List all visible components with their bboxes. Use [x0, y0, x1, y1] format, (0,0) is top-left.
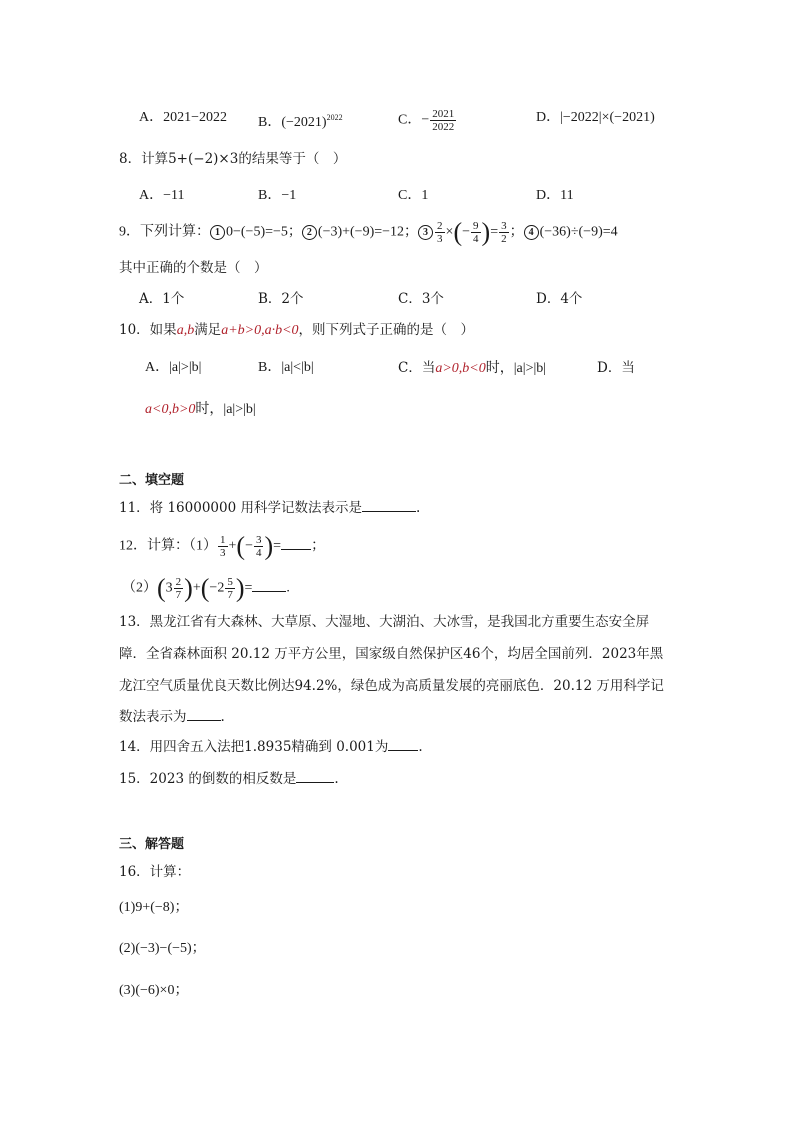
q12-f1-den: 3 — [220, 547, 226, 559]
q9-option-d: D．4个 — [536, 291, 583, 307]
q10-c-condition: a>0,b<0 — [435, 361, 486, 376]
q12-lead: 12．计算：（1） — [119, 538, 217, 554]
q9-fraction-a — [435, 220, 445, 245]
q15 — [119, 769, 339, 789]
q9-fb-den: 4 — [473, 233, 479, 245]
q7-option-c-label: C．− — [398, 112, 430, 128]
q12-m2-int: −2 — [209, 580, 225, 596]
q12-fraction-1 — [218, 534, 228, 559]
q10-option-c — [398, 358, 546, 379]
q7-option-c — [398, 108, 457, 133]
q7-c-numerator: 2021 — [432, 108, 455, 120]
q9-expr-2: (−3)+(−9)=−12； — [317, 224, 419, 240]
q10-mid: 满足 — [194, 322, 222, 338]
q9-eq: = — [490, 224, 499, 240]
answer-blank[interactable] — [252, 591, 286, 592]
q9-fb-num: 9 — [473, 220, 479, 232]
circled-number-icon: 2 — [302, 225, 317, 240]
q9-lead: 9．下列计算： — [119, 224, 210, 240]
q9-fc-num: 3 — [501, 220, 507, 232]
q12-plus-2: + — [192, 580, 201, 596]
q12-f2-num: 3 — [255, 534, 262, 546]
q10-condition: a+b>0,a·b<0 — [221, 323, 299, 338]
q14-text: 14．用四舍五入法把1.8935精确到 0.001为 — [119, 739, 389, 755]
q9-stem: 9．下列计算： 1 0−(−5)=−5； 2 (−3)+(−9)=−12； 3 $\frac{2}{3}$ ×(− $\frac{9}{4}$ )= $\frac{3}{2}$ ； 4 (−36)÷(−9)=4 — [119, 217, 618, 247]
q10-tail: ，则下列式子正确的是（ ） — [298, 322, 475, 338]
answer-blank[interactable] — [388, 750, 418, 751]
q12-m2-num: 5 — [227, 576, 233, 588]
q13-line-4 — [119, 707, 225, 727]
q11-end: . — [415, 500, 421, 516]
q10-variables: a,b — [176, 323, 195, 338]
circled-number-icon: 4 — [524, 225, 539, 240]
answer-blank[interactable] — [296, 782, 334, 783]
q7-option-d: D．|−2022|×(−2021) — [536, 110, 655, 125]
q9-fb-sign: − — [462, 224, 471, 240]
q10-option-d — [145, 399, 256, 420]
q12-mixed-1 — [174, 576, 184, 601]
q9-fraction-b — [471, 220, 481, 245]
q12-f2-sign: − — [245, 538, 253, 554]
q7-option-b-label: B． — [258, 115, 282, 130]
q8-option-d: D．11 — [536, 188, 574, 203]
section-heading-fill-in: 二、填空题 — [119, 473, 185, 488]
q13-line-1: 13．黑龙江省有大森林、大草原、大湿地、大湖泊、大冰雪，是我国北方重要生态安全屏 — [119, 614, 650, 630]
q12-mixed-2 — [225, 576, 235, 601]
q9-semi: ； — [509, 224, 524, 240]
q10-option-d-label: D．当 — [597, 360, 635, 376]
q13-text: 数法表示为 — [119, 709, 187, 725]
q13-line-3: 龙江空气质量优良天数比例达94.2%，绿色成为高质量发展的亮丽底色．20.12 万用科学记 — [119, 678, 664, 694]
q8-option-b: B．−1 — [258, 188, 297, 203]
q9-times: × — [445, 224, 454, 240]
q10-option-b: B．|a|<|b| — [258, 360, 314, 375]
q15-end: . — [334, 771, 339, 787]
q12-eq: = — [273, 538, 282, 554]
answer-blank[interactable] — [281, 549, 311, 550]
circled-number-icon: 1 — [210, 225, 225, 240]
q12-part-2: （2）(3 $\frac{2}{7}$ )+(−2 $\frac{5}{7}$ )= . — [122, 573, 290, 603]
q10-stem — [119, 320, 474, 341]
q8-option-c: C．1 — [398, 188, 429, 203]
section-heading-solve: 三、解答题 — [119, 837, 185, 852]
q12-f1-num: 1 — [220, 534, 226, 546]
q10-d-condition: a<0,b>0 — [145, 402, 196, 417]
q9-expr-4: (−36)÷(−9)=4 — [539, 224, 618, 240]
q14-end: . — [418, 739, 423, 755]
q7-option-b-base: (−2021) — [281, 115, 327, 130]
q7-option-c-fraction — [430, 108, 456, 133]
q10-c-tail: 时，|a|>|b| — [485, 361, 547, 376]
answer-blank[interactable] — [187, 720, 221, 721]
q7-option-a: A．2021−2022 — [139, 110, 228, 125]
q9-stem-2: 其中正确的个数是（ ） — [119, 260, 268, 276]
q9-expr-1: 0−(−5)=−5； — [226, 224, 302, 240]
q9-option-b: B．2个 — [258, 291, 304, 307]
q12-fraction-2 — [254, 534, 264, 559]
q12-part-1: 12．计算：（1） $\frac{1}{3}$ +(− $\frac{3}{4}$ )= ； — [119, 531, 326, 561]
q9-fa-den: 3 — [437, 233, 443, 245]
q12-m1-num: 2 — [175, 576, 182, 588]
q10-lead: 10．如果 — [119, 322, 177, 338]
q7-option-b-exponent: 2022 — [326, 113, 343, 122]
q12-end-1: ； — [311, 538, 326, 554]
q8-option-a: A．−11 — [139, 188, 185, 203]
q12-plus: + — [228, 538, 237, 554]
q16-part-2: (2)(−3)−(−5)； — [119, 941, 206, 956]
q11-text: 11．将 16000000 用科学记数法表示是 — [119, 500, 362, 516]
q12-m1-den: 7 — [175, 589, 182, 601]
q10-option-a: A．|a|>|b| — [145, 360, 202, 375]
q12-m1-int: 3 — [165, 580, 173, 596]
q9-fraction-c — [499, 220, 509, 245]
q12-end-2: . — [286, 580, 290, 596]
q13-line-2: 障．全省森林面积 20.12 万平方公里，国家级自然保护区46个，均居全国前列．2023年黑 — [119, 646, 664, 662]
q10-d-tail: 时，|a|>|b| — [195, 402, 256, 417]
q12-f2-den: 4 — [255, 547, 262, 559]
q7-c-denominator: 2022 — [432, 121, 455, 133]
q16-part-3: (3)(−6)×0； — [119, 983, 189, 998]
q9-option-c: C．3个 — [398, 291, 444, 307]
q9-fa-num: 2 — [437, 220, 443, 232]
q14 — [119, 737, 423, 757]
q12-eq-2: = — [244, 580, 253, 596]
q9-option-a: A．1个 — [139, 291, 185, 307]
answer-blank[interactable] — [362, 511, 416, 512]
q15-text: 15．2023 的倒数的相反数是 — [119, 771, 297, 787]
q16-part-1: (1)9+(−8)； — [119, 900, 189, 915]
q8-stem: 8．计算5+(−2)×3的结果等于（ ） — [119, 151, 347, 167]
q11 — [119, 498, 420, 518]
q12-m2-den: 7 — [227, 589, 233, 601]
q10-c-label: C．当 — [398, 360, 436, 376]
q9-fc-den: 2 — [501, 233, 507, 245]
q7-option-b — [258, 108, 343, 133]
q13-end: . — [220, 709, 225, 725]
q16-stem: 16．计算： — [119, 864, 191, 880]
q12-lead-2: （2） — [122, 580, 157, 596]
circled-number-icon: 3 — [418, 225, 433, 240]
